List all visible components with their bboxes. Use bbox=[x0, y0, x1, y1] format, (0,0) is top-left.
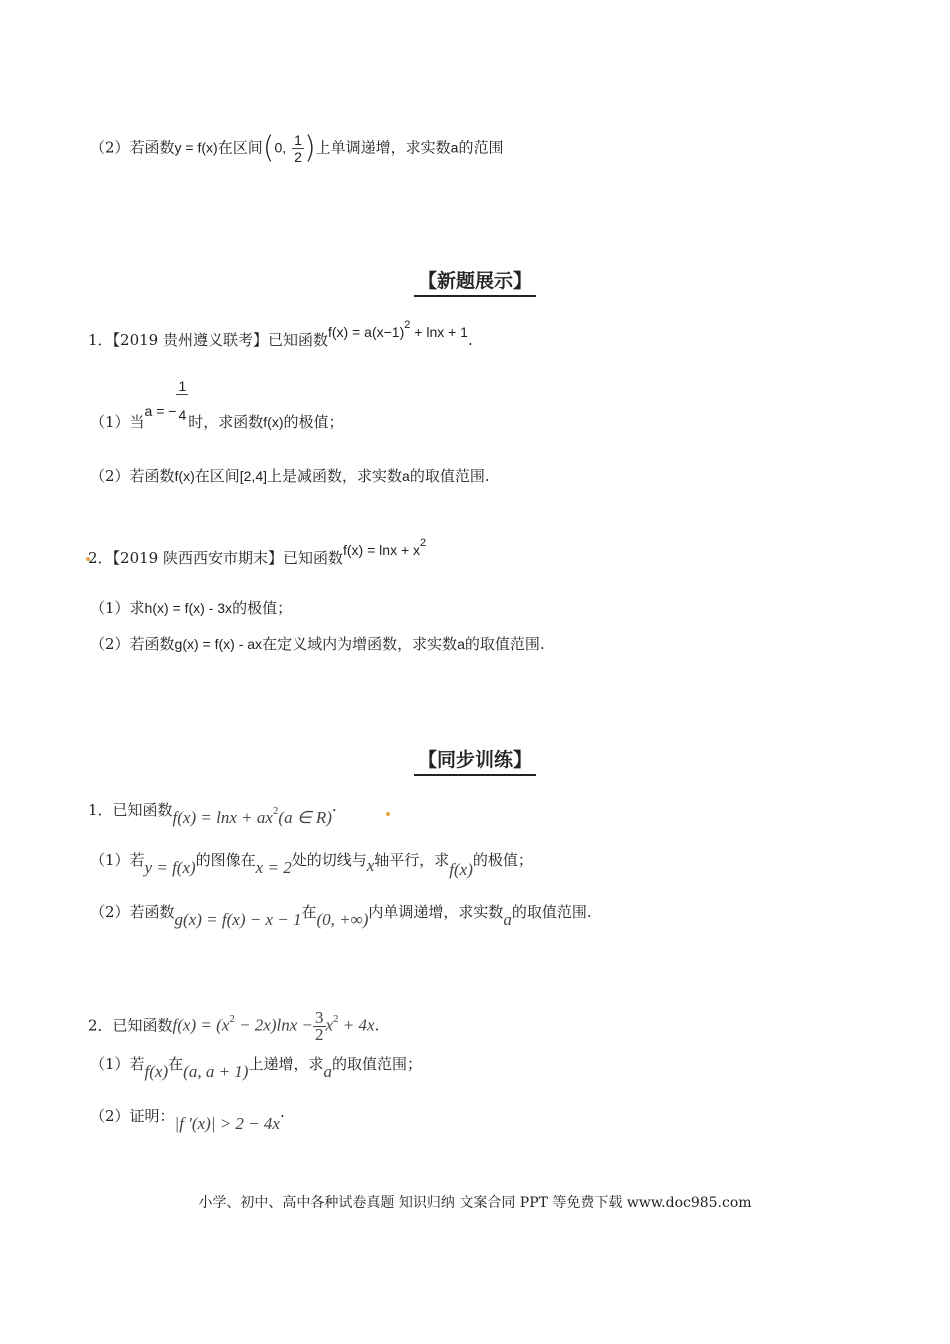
s1-p2-question-1 bbox=[90, 598, 292, 618]
marker-dot bbox=[386, 812, 390, 816]
text: · bbox=[279, 1107, 285, 1125]
problem-label: 2．已知函数 bbox=[88, 1016, 173, 1035]
text: 的极值； bbox=[283, 412, 344, 431]
superscript: 2 bbox=[229, 1012, 235, 1025]
page-footer: 小学、初中、高中各种试卷真题 知识归纳 文案合同 PPT 等免费下载 www.doc985.com bbox=[198, 1195, 752, 1211]
problem-label: 2．【2019 陕西西安市期末】已知函数 bbox=[88, 549, 343, 567]
superscript: 2 bbox=[420, 537, 427, 549]
text: · bbox=[331, 801, 337, 819]
math-expr: f(x) bbox=[263, 413, 284, 430]
math-var: a bbox=[457, 636, 465, 652]
s2-p1-question-2 bbox=[90, 902, 592, 929]
math-expr: g(x) = f(x) − x − 1 bbox=[174, 910, 302, 929]
superscript: 2 bbox=[272, 805, 279, 817]
math-text: f(x) = (x bbox=[172, 1015, 230, 1035]
text: 在区间 bbox=[194, 467, 240, 485]
superscript: 2 bbox=[404, 319, 411, 331]
math-expr: y = f(x) bbox=[144, 858, 196, 877]
math-expr: h(x) = f(x) - 3x bbox=[144, 600, 233, 616]
text: 的图像在 bbox=[195, 851, 256, 869]
left-paren: ( bbox=[262, 130, 275, 166]
s2-p2-question-2 bbox=[90, 1106, 285, 1133]
heading-text: 【新题展示】 bbox=[414, 266, 536, 297]
text: 上是减函数，求实数 bbox=[267, 467, 403, 485]
frac-den: 2 bbox=[315, 1025, 324, 1044]
math-text: (a ∈ R) bbox=[278, 808, 332, 827]
right-paren: ) bbox=[303, 130, 316, 166]
text: 在 bbox=[301, 903, 317, 921]
text: 的范围 bbox=[458, 138, 504, 157]
text: （2）证明： bbox=[90, 1107, 175, 1125]
math-expr bbox=[172, 805, 332, 827]
math-expr: g(x) = f(x) - ax bbox=[174, 636, 263, 652]
text: （1）求 bbox=[90, 599, 145, 617]
section-heading-sync bbox=[0, 745, 950, 776]
s1-p2-question-2 bbox=[90, 634, 545, 654]
s1-p1-question-2 bbox=[90, 466, 490, 486]
text: （1）若 bbox=[90, 1055, 145, 1073]
math-text: f(x) = a(x−1) bbox=[328, 324, 405, 340]
s2-problem-1 bbox=[88, 800, 337, 827]
text: 上递增，求 bbox=[248, 1055, 324, 1073]
math-text: + 4x bbox=[338, 1015, 375, 1035]
frac-num: 1 bbox=[294, 132, 302, 148]
math-expr: [2,4] bbox=[239, 468, 268, 484]
math-var: a bbox=[402, 468, 410, 484]
math-var: a bbox=[503, 910, 512, 929]
superscript: 2 bbox=[333, 1012, 339, 1025]
text: 的取值范围. bbox=[511, 903, 592, 921]
text: 轴平行，求 bbox=[374, 851, 450, 869]
math-expr: a = − bbox=[144, 402, 177, 419]
s1-p1-question-1 bbox=[90, 378, 344, 431]
fraction bbox=[313, 1010, 326, 1043]
frac-num: 3 bbox=[315, 1008, 324, 1027]
math-var: x bbox=[366, 856, 375, 875]
math-expr: |f ′(x)| > 2 − 4x bbox=[174, 1114, 280, 1133]
text: 上单调递增，求实数 bbox=[315, 138, 451, 157]
math-text: f(x) = lnx + ax bbox=[172, 808, 273, 827]
s1-problem-1 bbox=[88, 319, 473, 352]
text: . bbox=[374, 1016, 380, 1035]
text: 时，求函数 bbox=[188, 412, 264, 431]
math-text: + lnx + 1 bbox=[410, 324, 468, 340]
text: 的取值范围. bbox=[409, 467, 490, 485]
math-var: a bbox=[323, 1062, 332, 1081]
math-expr: f(x) bbox=[174, 468, 195, 484]
math-expr: (a, a + 1) bbox=[183, 1062, 249, 1081]
math-text: − 2x)lnx − bbox=[234, 1015, 313, 1035]
math-text: x bbox=[325, 1015, 334, 1035]
heading-text: 【同步训练】 bbox=[414, 745, 536, 776]
s2-problem-2 bbox=[88, 1010, 379, 1043]
frac-den: 4 bbox=[178, 407, 187, 423]
text: 在区间 bbox=[217, 138, 263, 157]
math-expr: f(x) bbox=[449, 860, 473, 879]
text: （1）当 bbox=[90, 412, 145, 431]
text: （2）若函数 bbox=[90, 903, 175, 921]
problem-label: 1．【2019 贵州遵义联考】已知函数 bbox=[88, 331, 328, 349]
fraction bbox=[176, 378, 188, 423]
math-expr bbox=[328, 319, 468, 340]
text: 的极值； bbox=[232, 599, 293, 617]
top-question-2 bbox=[90, 132, 503, 165]
math-expr: f(x) bbox=[144, 1062, 169, 1081]
math-expr: (0, +∞) bbox=[316, 910, 369, 929]
s2-p1-question-1 bbox=[90, 850, 533, 879]
text: 的极值； bbox=[472, 851, 533, 869]
text: （2）若函数 bbox=[90, 635, 175, 653]
text: 在定义域内为增函数，求实数 bbox=[262, 635, 458, 653]
text: 的取值范围； bbox=[331, 1055, 422, 1073]
s2-p2-question-1 bbox=[90, 1054, 422, 1081]
s1-problem-2 bbox=[88, 537, 427, 570]
interval-left: 0, bbox=[274, 139, 287, 156]
math-expr: y = f(x) bbox=[174, 139, 218, 156]
math-var: a bbox=[450, 139, 459, 156]
section-heading-new bbox=[0, 266, 950, 297]
math-expr bbox=[343, 537, 427, 558]
text: （1）若 bbox=[90, 851, 145, 869]
problem-label: 1．已知函数 bbox=[88, 801, 173, 819]
text: 处的切线与 bbox=[291, 851, 367, 869]
text: . bbox=[467, 331, 473, 349]
text: 在 bbox=[168, 1055, 184, 1073]
math-expr: x = 2 bbox=[255, 858, 292, 877]
frac-num: 1 bbox=[178, 378, 187, 394]
math-text: f(x) = lnx + x bbox=[343, 542, 421, 558]
text: （2）若函数 bbox=[90, 138, 175, 157]
text: （2）若函数 bbox=[90, 467, 175, 485]
text: 的取值范围. bbox=[464, 635, 545, 653]
frac-den: 2 bbox=[294, 149, 302, 165]
text: 内单调递增，求实数 bbox=[368, 903, 504, 921]
fraction bbox=[292, 132, 304, 165]
